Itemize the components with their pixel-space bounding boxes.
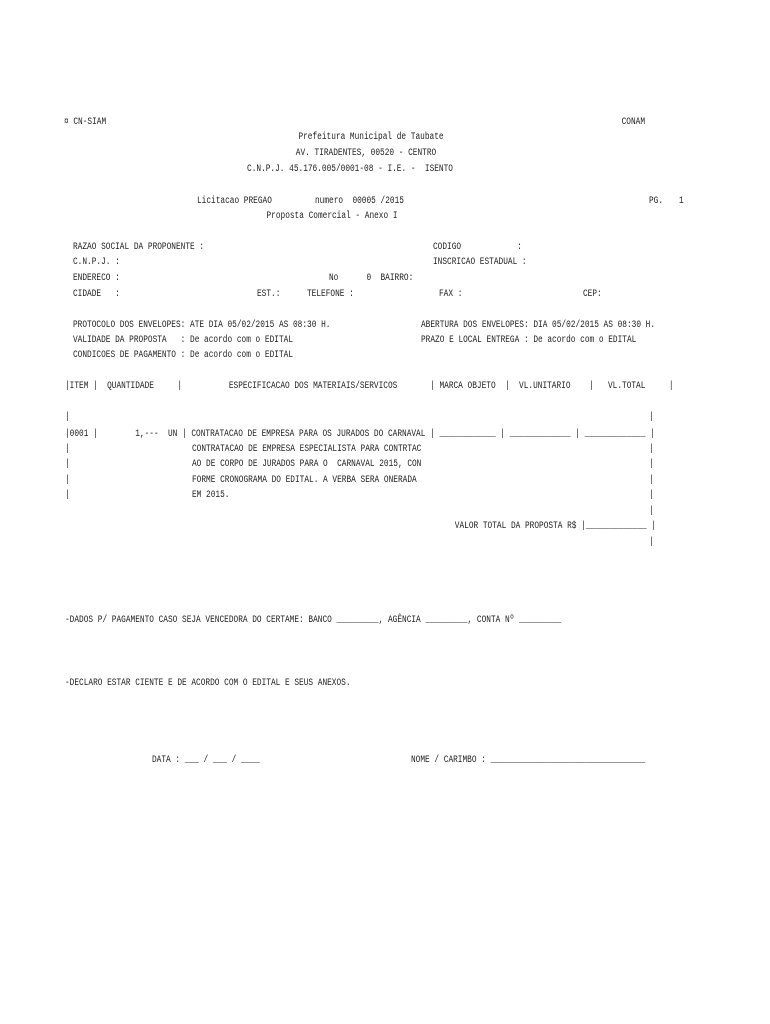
prazo-entrega: PRAZO E LOCAL ENTREGA : De acordo com o EDITAL	[421, 335, 637, 346]
numero-bairro-field: No 0 BAIRRO:	[329, 273, 414, 284]
table-right-border: |	[649, 475, 654, 486]
dados-pagamento: -DADOS P/ PAGAMENTO CASO SEJA VENCEDORA DO CERTAME: BANCO _________, AGÊNCIA _________, CONTA Nº _________	[65, 615, 562, 626]
item-description-line: EM 2015.	[192, 490, 230, 501]
abertura-envelopes: ABERTURA DOS ENVELOPES: DIA 05/02/2015 AS 08:30 H.	[421, 320, 656, 331]
table-left-border: |	[65, 412, 70, 423]
endereco-field: ENDERECO :	[73, 273, 120, 284]
cep-field: CEP:	[583, 289, 602, 300]
licitacao-label: Licitacao PREGAO	[197, 196, 272, 207]
nome-carimbo-field: NOME / CARIMBO : _________________________________	[411, 755, 646, 766]
table-row-item: |0001 | 1,--- UN | CONTRATACAO DE EMPRESA PARA OS JURADOS DO CARNAVAL | ____________ | _____________ | _____________ |	[65, 429, 655, 440]
condicoes-pagamento: CONDICOES DE PAGAMENTO : De acordo com o EDITAL	[73, 350, 293, 361]
document-subtitle: Proposta Comercial - Anexo I	[266, 211, 398, 222]
data-field: DATA : ___ / ___ / ____	[152, 755, 260, 766]
declaracao: -DECLARO ESTAR CIENTE E DE ACORDO COM O EDITAL E SEUS ANEXOS.	[65, 678, 351, 689]
table-header-row: |ITEM | QUANTIDADE | ESPECIFICACAO DOS MATERIAIS/SERVICOS | MARCA OBJETO | VL.UNITARIO | VL.TOTAL |	[65, 381, 674, 392]
org-name: Prefeitura Municipal de Taubate	[298, 132, 444, 143]
table-right-border: |	[649, 459, 654, 470]
header-left-code: ¤ CN-SIAM	[64, 117, 107, 128]
validade-proposta: VALIDADE DA PROPOSTA : De acordo com o EDITAL	[73, 335, 293, 346]
table-right-border: |	[649, 490, 654, 501]
razao-social-field: RAZAO SOCIAL DA PROPONENTE :	[73, 242, 205, 253]
item-description-line: CONTRATACAO DE EMPRESA ESPECIALISTA PARA CONTRTAC	[192, 444, 422, 455]
telefone-field: TELEFONE :	[307, 289, 354, 300]
item-description-line: AO DE CORPO DE JURADOS PARA O CARNAVAL 2015, CON	[192, 459, 422, 470]
protocolo-envelopes: PROTOCOLO DOS ENVELOPES: ATE DIA 05/02/2015 AS 08:30 H.	[73, 320, 331, 331]
item-description-line: FORME CRONOGRAMA DO EDITAL. A VERBA SERA ONERADA	[192, 475, 417, 486]
numero-label: numero 00005 /2015	[315, 196, 404, 207]
estado-field: EST.:	[257, 289, 281, 300]
table-left-border: |	[65, 475, 70, 486]
table-right-border: |	[649, 412, 654, 423]
table-right-border: |	[649, 506, 654, 517]
org-cnpj: C.N.P.J. 45.176.005/0001-08 - I.E. - ISENTO	[247, 164, 453, 175]
cidade-field: CIDADE :	[73, 289, 120, 300]
page-number: 1	[679, 196, 684, 207]
page-label: PG.	[649, 196, 664, 207]
codigo-field: CODIGO :	[433, 242, 522, 253]
header-right-code: CONAM	[621, 117, 645, 128]
cnpj-field: C.N.P.J. :	[73, 257, 120, 268]
inscricao-estadual-field: INSCRICAO ESTADUAL :	[433, 257, 527, 268]
table-right-border: |	[649, 537, 654, 548]
fax-field: FAX :	[439, 289, 463, 300]
table-left-border: |	[65, 459, 70, 470]
table-left-border: |	[65, 444, 70, 455]
table-right-border: |	[649, 444, 654, 455]
valor-total-proposta: VALOR TOTAL DA PROPOSTA R$ |_____________ |	[454, 521, 656, 532]
org-address: AV. TIRADENTES, 00520 - CENTRO	[295, 148, 437, 159]
table-left-border: |	[65, 490, 70, 501]
